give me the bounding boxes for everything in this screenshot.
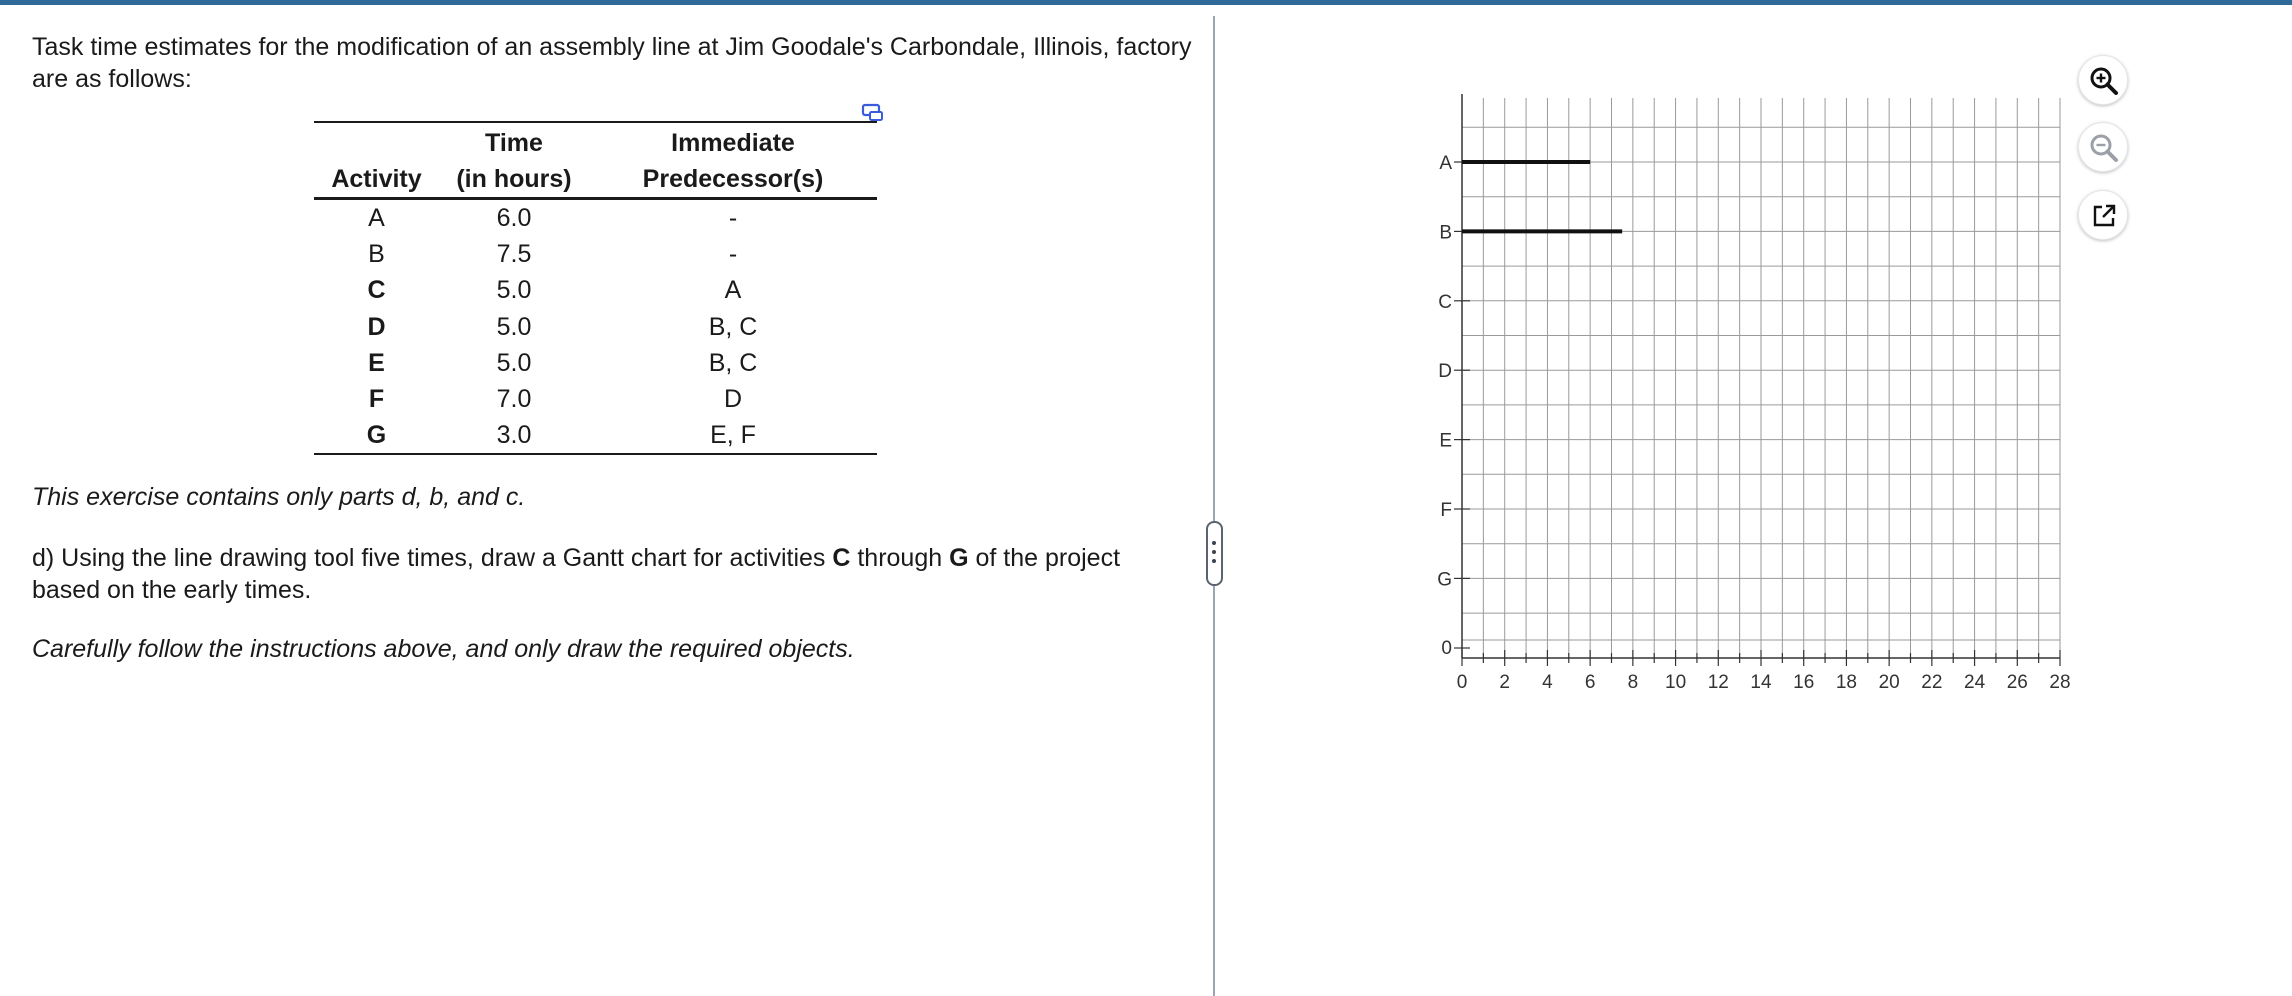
header-time-line1: Time xyxy=(485,129,543,157)
part-d-bold-c: C xyxy=(832,544,851,572)
table-row xyxy=(314,236,877,272)
x-tick-label: 12 xyxy=(1707,672,1729,693)
header-activity-spacer xyxy=(314,122,439,159)
activity-cell: G xyxy=(366,421,387,450)
time-cell: 5.0 xyxy=(496,312,532,341)
zoom-in-button[interactable] xyxy=(2078,55,2128,105)
part-d-prefix: d) Using the line drawing tool five times, draw a Gantt chart for activities xyxy=(32,544,833,572)
y-tick-label: F xyxy=(1440,500,1452,521)
x-tick-label: 26 xyxy=(2006,672,2028,693)
part-d-suffix: of the project based on the early times. xyxy=(32,544,1121,604)
activity-cell: A xyxy=(368,204,385,232)
x-tick-label: 28 xyxy=(2049,672,2071,693)
table-row xyxy=(314,417,877,454)
x-tick-label: 10 xyxy=(1665,672,1687,693)
x-tick-label: 0 xyxy=(1456,672,1468,693)
header-pred-line2: Predecessor(s) xyxy=(589,159,877,199)
gantt-graph-area[interactable] xyxy=(1420,90,2080,710)
y-tick-label: C xyxy=(1438,291,1452,313)
predecessor-cell: D xyxy=(723,385,743,414)
table-row xyxy=(314,272,877,308)
popout-icon xyxy=(2088,200,2120,232)
predecessor-cell: B, C xyxy=(708,312,758,341)
header-pred-line1: Immediate xyxy=(671,129,795,157)
x-tick-label: 6 xyxy=(1584,672,1596,693)
table-row xyxy=(314,381,877,417)
y-tick-label: A xyxy=(1439,153,1452,174)
x-tick-label: 20 xyxy=(1878,672,1900,693)
task-table xyxy=(314,121,877,455)
y-tick-label: B xyxy=(1439,222,1452,244)
predecessor-cell: - xyxy=(728,204,738,232)
y-tick-label: D xyxy=(1438,361,1452,383)
header-time-line2: (in hours) xyxy=(439,159,589,199)
task-table-container xyxy=(314,121,877,455)
y-tick-label: G xyxy=(1437,569,1452,591)
activity-cell: C xyxy=(367,276,386,305)
table-row xyxy=(314,309,877,345)
pane-resize-handle[interactable] xyxy=(1206,521,1223,586)
predecessor-cell: B, C xyxy=(708,349,758,378)
part-d-bold-g: G xyxy=(949,544,969,572)
x-tick-label: 18 xyxy=(1835,672,1857,693)
predecessor-cell: - xyxy=(728,240,738,269)
table-row xyxy=(314,345,877,381)
gantt-chart[interactable] xyxy=(1420,90,2080,710)
activity-cell: B xyxy=(368,240,385,269)
time-cell: 5.0 xyxy=(496,276,532,305)
x-tick-label: 8 xyxy=(1627,672,1639,693)
question-pane xyxy=(0,5,1214,996)
part-d-prompt xyxy=(32,542,1152,606)
time-cell: 6.0 xyxy=(496,204,532,232)
x-tick-label: 16 xyxy=(1793,672,1815,693)
table-row xyxy=(314,199,877,237)
pane-divider xyxy=(1213,16,1215,996)
exercise-note: This exercise contains only parts d, b, and c. xyxy=(32,483,526,511)
time-cell: 5.0 xyxy=(496,349,532,378)
activity-cell: E xyxy=(368,349,385,378)
instruction-text: Carefully follow the instructions above, and only draw the required objects. xyxy=(32,635,855,663)
part-d-mid: through xyxy=(850,544,950,572)
time-cell: 7.5 xyxy=(496,240,532,269)
zoom-out-icon xyxy=(2088,132,2120,164)
time-cell: 7.0 xyxy=(496,385,532,414)
popout-button[interactable] xyxy=(2078,190,2128,240)
x-tick-label: 22 xyxy=(1921,672,1943,693)
y-tick-label: E xyxy=(1439,430,1452,452)
drag-dots-icon xyxy=(1212,541,1217,568)
zoom-in-icon xyxy=(2088,65,2120,97)
x-tick-label: 24 xyxy=(1964,672,1986,693)
predecessor-cell: A xyxy=(724,276,742,305)
x-tick-label: 14 xyxy=(1750,672,1772,693)
activity-cell: F xyxy=(368,385,385,414)
zoom-out-button[interactable] xyxy=(2078,122,2128,172)
activity-cell: D xyxy=(367,312,386,341)
y-origin-label: 0 xyxy=(1441,638,1452,659)
x-tick-label: 4 xyxy=(1542,672,1553,693)
header-activity: Activity xyxy=(314,159,439,199)
x-tick-label: 2 xyxy=(1499,672,1511,693)
predecessor-cell: E, F xyxy=(710,421,756,450)
time-cell: 3.0 xyxy=(496,421,532,450)
intro-text: Task time estimates for the modification of an assembly line at Jim Goodale's Carbondale, Illinois, factory are as follows: xyxy=(32,33,1192,93)
